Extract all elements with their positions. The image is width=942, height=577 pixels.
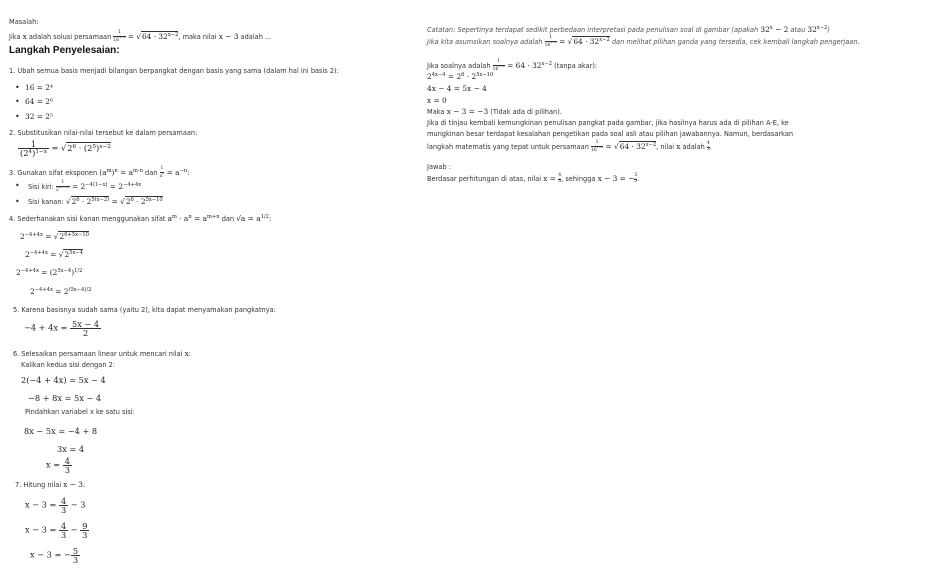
step-6-eq-3: 8x − 5x = −4 + 8 — [24, 426, 98, 436]
step-5-text: 5. Karena basisnya sudah sama (yaitu 2), kita dapat menyamakan pangkatnya: — [13, 306, 276, 314]
bullet: • — [15, 197, 20, 206]
step-4-text: 4. Sederhanakan sisi kanan menggunakan sifat $a^m \cdot a^n = a^{m+n}$ dan $√a = a^{1/2}$: — [9, 214, 272, 223]
bullet: • — [15, 181, 20, 190]
step-3-text: 3. Gunakan sifat eksponen $(a^m)^n = a^{m\cdot n}$ dan $\frac{1}{a^n}$ = $a^{-n}$: — [9, 166, 190, 179]
step-4-eq-1: $2^{-4+4x} = √2^{6+5x-10}$ — [20, 232, 89, 241]
alt-eq-2: 4x − 4 = 5x − 4 — [427, 84, 487, 93]
answer-text: Berdasar perhitungan di atas, nilai x = $\frac{4}{3}$ , sehingga x − 3 = − $\frac{5}{3}$ . — [427, 173, 640, 184]
answer-label: Jawab : — [427, 163, 451, 171]
step-1-text: 1. Ubah semua basis menjadi bilangan berpangkat dengan basis yang sama (dalam hal ini basis 2): — [9, 67, 339, 75]
bullet: • — [15, 112, 20, 121]
step-7-text: 7. Hitung nilai x − 3: — [15, 480, 86, 489]
bullet: • — [15, 83, 20, 92]
step-6-sub-2: Pindahkan variabel x ke satu sisi: — [25, 408, 135, 416]
step-2-equation: $\frac{1}{(2^4)^{1-x}}$ = $√2^6 \cdot (2^5)^{x-2}$ — [20, 139, 111, 158]
problem-fraction: $\frac{1}{16^{1-x}}$ — [113, 30, 126, 43]
alt-eq-1: $2^{4x-4} = 2^6 \cdot 2^{5x-10}$ — [427, 72, 494, 81]
step-4-eq-4: $2^{-4+4x} = 2^{(5x-4)/2}$ — [30, 287, 92, 296]
step-6-text: 6. Selesaikan persamaan linear untuk mencari nilai x: — [13, 349, 192, 358]
alt-case-text: Jika soalnya adalah $\frac{1}{16^{1-x}}$ = $64 \cdot 32^{x-2}$ (tanpa akar): — [427, 59, 598, 72]
paragraph-line-3: langkah matematis yang tepat untuk persamaan $\frac{1}{16^{1-x}}$ = $√64 \cdot 32^{x-2}$, nilai x adalah $\frac{4}{3}$ . — [427, 140, 712, 153]
alt-result: Maka x − 3 = −3 (Tidak ada di pilihan). — [427, 107, 562, 116]
step-5-equation: −4 + 4x = $\frac{5x - 4}{2}$ — [24, 319, 100, 338]
note-line-2: Jika kita asumsikan soalnya adalah $\frac{1}{16^{1-x}}$ = $√64 \cdot 32^{x-2}$ dan melihat pilihan ganda yang tersedia, cek kembali langkah pengerjaan. — [427, 35, 860, 48]
step-6-eq-4: 3x = 4 — [57, 444, 85, 454]
steps-heading: Langkah Penyelesaian: — [9, 45, 120, 56]
step-7-eq-1: x − 3 = $\frac{4}{3}$ − 3 — [25, 496, 86, 515]
step-1-item: 32 = 2⁵ — [25, 112, 53, 121]
step-7-eq-3: x − 3 = − $\frac{5}{3}$ — [30, 546, 79, 565]
step-6-eq-2: −8 + 8x = 5x − 4 — [28, 393, 102, 403]
alt-eq-3: x = 0 — [427, 96, 447, 105]
paragraph-line-1: Jika di tinjau kembali kemungkinan penulisan pangkat pada gambar, jika hasilnya harus ada di pilihan A-E, ke — [427, 119, 789, 127]
step-6-sub-1: Kalikan kedua sisi dengan 2: — [21, 361, 116, 369]
problem-statement: Jika x adalah solusi persamaan $\frac{1}{16^{1-x}}$ = $√64 \cdot 32^{x-2}$, maka nilai x − 3 adalah ... — [9, 30, 272, 43]
step-1-item: 16 = 2⁴ — [25, 83, 53, 92]
step-3-right-side: Sisi kanan: $√2^6 \cdot 2^{5(x-2)} = √2^6 \cdot 2^{5x-10}$ — [28, 197, 163, 206]
problem-label: Masalah: — [9, 18, 39, 26]
step-1-item: 64 = 2⁶ — [25, 97, 53, 106]
note-line-1: Catatan: Sepertinya terdapat sedikit perbedaan interpretasi pada penulisan soal di gambar (apakah $32^x - 2$ atau $32^{x-2}$) — [427, 25, 830, 34]
step-4-eq-3: $2^{-4+4x} = (2^{5x-4})^{1/2}$ — [16, 268, 83, 277]
step-6-eq-1: 2(−4 + 4x) = 5x − 4 — [21, 375, 106, 385]
step-4-eq-2: $2^{-4+4x} = √2^{5x-4}$ — [25, 250, 84, 259]
step-3-left-side: Sisi kiri: $\frac{1}{2^{4(1-x)}}$ = $2^{-4(1-x)} = 2^{-4+4x}$ — [28, 180, 142, 193]
bullet: • — [15, 97, 20, 106]
step-2-text: 2. Substitusikan nilai-nilai tersebut ke dalam persamaan: — [9, 129, 198, 137]
step-6-eq-5: x = $\frac{4}{3}$ — [46, 456, 70, 475]
step-7-eq-2: x − 3 = $\frac{4}{3}$ − $\frac{9}{3}$ — [25, 521, 88, 540]
paragraph-line-2: mungkinan besar terdapat kesalahan pengetikan pada soal asli atau pilihan jawabannya. Namun, berdasarkan — [427, 130, 794, 138]
